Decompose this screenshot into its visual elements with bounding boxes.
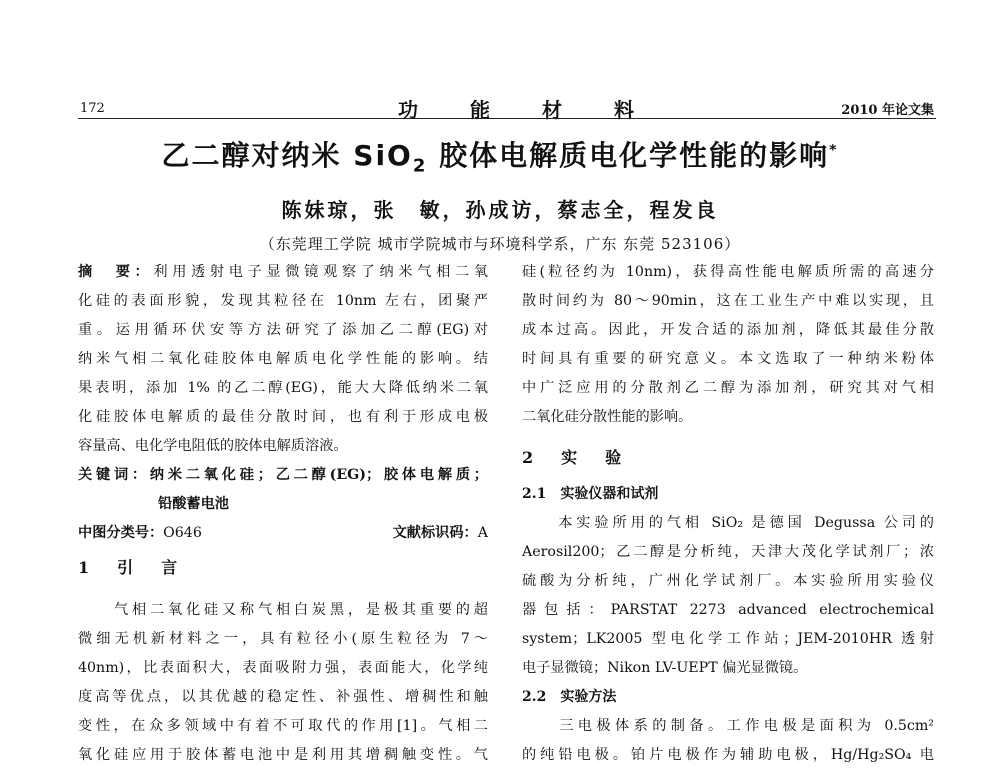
- right-column: [522, 258, 934, 770]
- keywords-label: 关键词：: [78, 467, 150, 483]
- journal-name: 功能材料: [398, 98, 686, 122]
- abstract-line: 纳米气相二氧化硅胶体电解质电化学性能的影响。结: [78, 351, 488, 367]
- body-line: 变性，在众多领域中有着不可取代的作用[1]。气相二: [78, 718, 488, 734]
- keywords-line: 关键词：纳米二氧化硅；乙二醇(EG)；胶体电解质；: [78, 467, 488, 483]
- clc-value: O646: [163, 525, 202, 541]
- subsection-heading: 2.2 实验方法: [522, 689, 617, 705]
- body-line: 三电极体系的制备。工作电极是面积为 0.5cm²: [522, 718, 934, 734]
- page-number: 172: [80, 101, 105, 116]
- body-line: 器包括：PARSTAT 2273 advanced electrochemical: [522, 602, 934, 618]
- section-heading: 1 引 言: [78, 558, 184, 577]
- affiliation: （东莞理工学院 城市学院城市与环境科学系，广东 东莞 523106）: [259, 235, 741, 253]
- body-line: 的纯铅电极。铂片电极作为辅助电极，Hg/Hg₂SO₄ 电: [522, 747, 934, 763]
- body-line: 微细无机新材料之一，具有粒径小(原生粒径为 7～: [78, 631, 488, 647]
- body-line: 氧化硅应用于胶体蓄电池中是利用其增稠触变性。气: [78, 747, 488, 763]
- abstract-line: 容量高、电化学电阻低的胶体电解质溶液。: [78, 438, 348, 454]
- body-line: system；LK2005 型电化学工作站；JEM-2010HR 透射: [522, 631, 934, 647]
- keywords-line: 铅酸蓄电池: [158, 496, 229, 512]
- paper-title: 乙二醇对纳米 SiO$_2$ 胶体电解质电化学性能的影响*: [161, 139, 839, 177]
- body-line: 二氧化硅分散性能的影响。: [522, 409, 693, 425]
- body-line: 度高等优点，以其优越的稳定性、补强性、增稠性和触: [78, 689, 488, 705]
- abstract-line: 果表明，添加 1% 的乙二醇(EG)，能大大降低纳米二氧: [78, 380, 488, 396]
- abstract-line: 重。运用循环伏安等方法研究了添加乙二醇(EG)对: [78, 322, 488, 338]
- clc-label: 中图分类号：: [78, 525, 164, 541]
- abstract-line: 化硅的表面形貌，发现其粒径在 10nm 左右，团聚严: [78, 293, 488, 309]
- authors: 陈妹琼，张 敏，孙成访，蔡志全，程发良: [281, 198, 719, 222]
- body-line: 散时间约为 80～90min，这在工业生产中难以实现，且: [522, 293, 934, 309]
- left-column: [78, 258, 488, 770]
- doc-label: 文献标识码：: [392, 525, 478, 541]
- body-line: 时间具有重要的研究意义。本文选取了一种纳米粉体: [522, 351, 934, 367]
- classification-line: [78, 519, 488, 548]
- body-line: 成本过高。因此，开发合适的添加剂，降低其最佳分散: [522, 322, 934, 338]
- abstract-line: 化硅胶体电解质的最佳分散时间，也有利于形成电极: [78, 409, 488, 425]
- abstract-label: 摘 要：: [78, 264, 154, 280]
- year-label: 2010 年论文集: [841, 103, 934, 118]
- title-footnote-mark: *: [829, 142, 839, 159]
- body-line: 本实验所用的气相 SiO₂ 是德国 Degussa 公司的: [522, 515, 934, 531]
- abstract-line: 摘 要：利用透射电子显微镜观察了纳米气相二氧: [78, 264, 488, 280]
- body-line: 电子显微镜；Nikon LV-UEPT 偏光显微镜。: [522, 660, 808, 676]
- body-line: 硅(粒径约为 10nm)，获得高性能电解质所需的高速分: [522, 264, 934, 280]
- header-rule: [78, 118, 936, 119]
- body-line: 40nm)，比表面积大，表面吸附力强，表面能大，化学纯: [78, 660, 488, 676]
- body-line: 中广泛应用的分散剂乙二醇为添加剂，研究其对气相: [522, 380, 934, 396]
- doc-value: A: [477, 525, 488, 541]
- section-heading: 2 实 验: [522, 448, 628, 467]
- subsection-heading: 2.1 实验仪器和试剂: [522, 486, 659, 502]
- body-line: Aerosil200；乙二醇是分析纯，天津大茂化学试剂厂；浓: [522, 544, 934, 560]
- body-line: 硫酸为分析纯，广州化学试剂厂。本实验所用实验仪: [522, 573, 934, 589]
- body-line: 气相二氧化硅又称气相白炭黑，是极其重要的超: [78, 602, 488, 618]
